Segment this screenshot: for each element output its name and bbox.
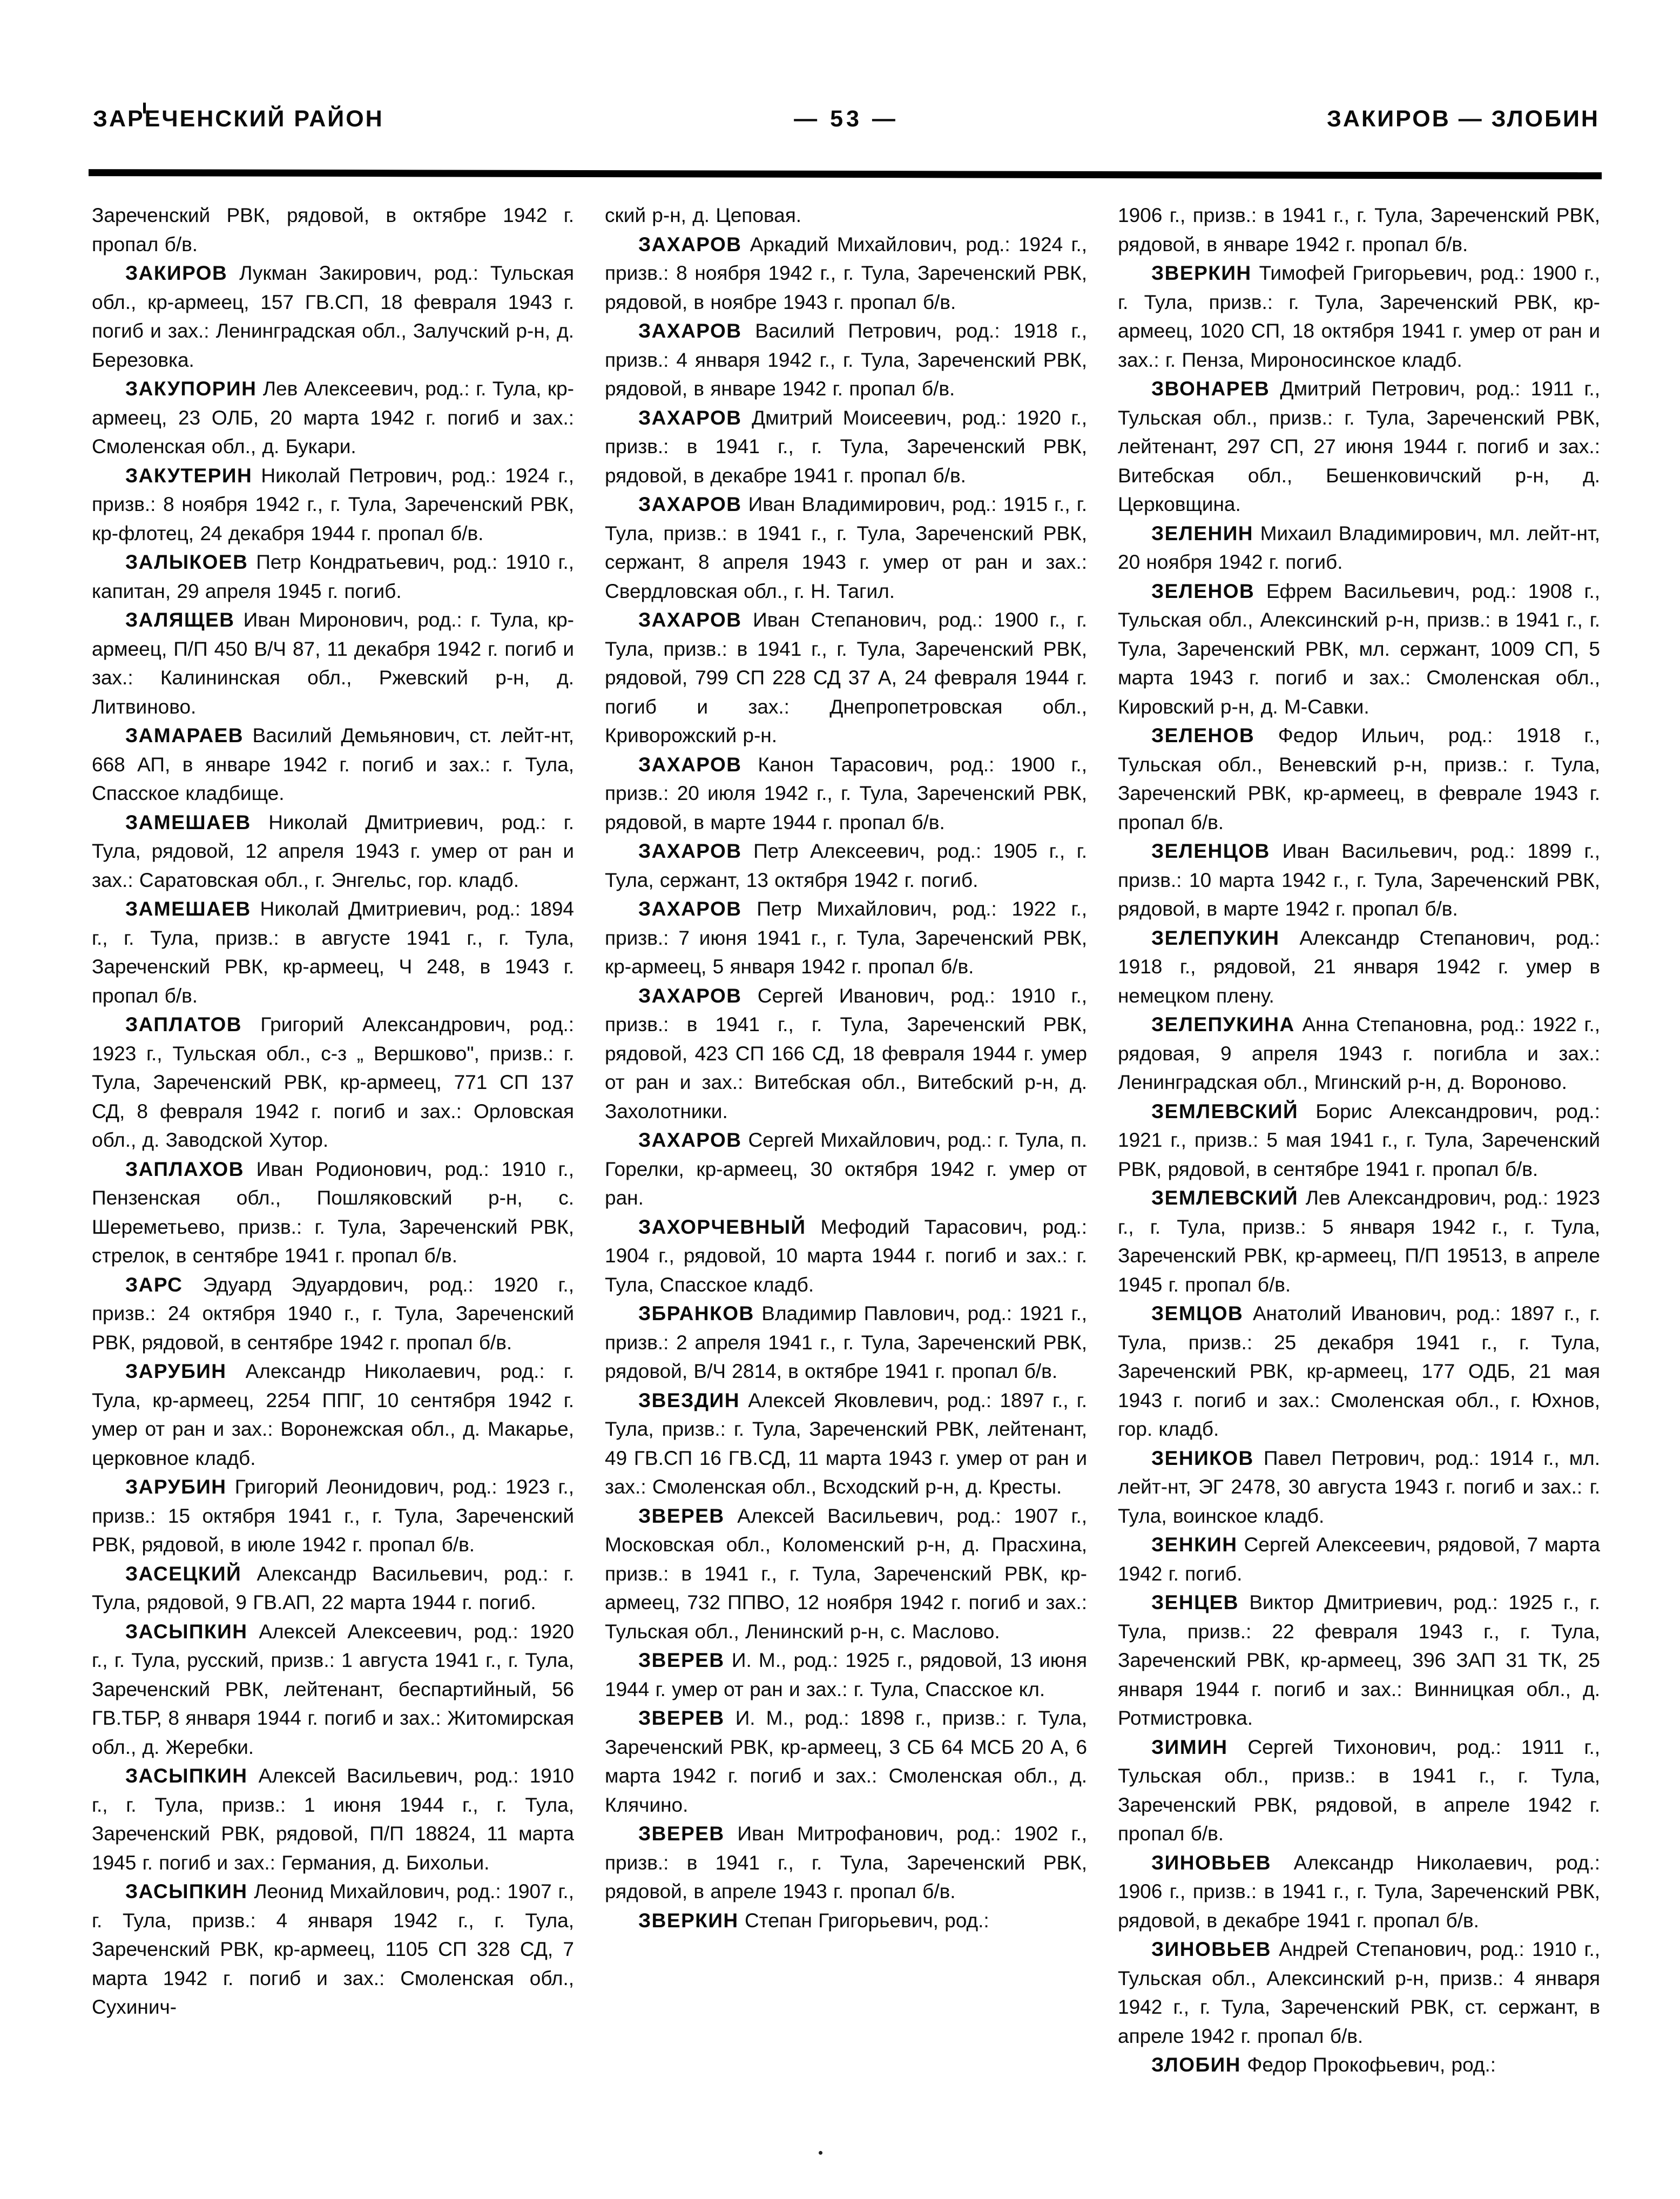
text-columns: [92, 201, 1600, 2080]
entry-text: Иван Родионович, род.: 1910 г., Пензенская обл., Пошляковский р-н, с. Шереметьево, призв.: г. Тула, Зареченский РВК, стрелок, в сентябре 1941 г. пропал б/в.: [92, 1158, 574, 1267]
entry-surname: ЗЛОБИН: [1151, 2054, 1241, 2076]
entry-text: Михаил Владимирович, мл. лейт-нт, 20 ноября 1942 г. погиб.: [1118, 522, 1601, 573]
entry-surname: ЗВОНАРЕВ: [1151, 378, 1270, 400]
entry-text: Сергей Алексеевич, рядовой, 7 марта 1942 г. погиб.: [1118, 1534, 1600, 1585]
entry-text: Иван Митрофанович, род.: 1902 г., призв.: в 1941 г., г. Тула, Зареченский РВК, рядовой, в апреле 1943 г. пропал б/в.: [605, 1823, 1087, 1902]
memorial-entry: [605, 1126, 1087, 1213]
entry-text: Александр Николаевич, род.: г. Тула, кр-армеец, 2254 ППГ, 10 сентября 1942 г. умер от ран и зах.: Воронежская обл., д. Макарье, церковное кладб.: [92, 1360, 574, 1469]
memorial-entry: [1118, 721, 1600, 837]
entry-surname: ЗЕНИКОВ: [1151, 1447, 1254, 1469]
memorial-entry: [92, 259, 574, 374]
entry-surname: ЗАМАРАЕВ: [125, 724, 244, 747]
memorial-entry: [1118, 837, 1600, 924]
entry-surname: ЗАХАРОВ: [638, 493, 742, 515]
entry-surname: ЗАХАРОВ: [638, 233, 742, 255]
memorial-entry: [92, 1155, 574, 1270]
entry-text: Лев Алексеевич, род.: г. Тула, кр-армеец, 23 ОЛБ, 20 марта 1942 г. погиб и зах.: Смоленская обл., д. Букари.: [92, 378, 574, 458]
entry-surname: ЗВЕРЕВ: [638, 1823, 725, 1845]
memorial-entry: [92, 374, 574, 461]
entry-text: Василий Петрович, род.: 1918 г., призв.: 4 января 1942 г., г. Тула, Зареченский РВК, рядовой, в январе 1942 г. пропал б/в.: [605, 320, 1088, 400]
entry-surname: ЗАСЕЦКИЙ: [125, 1562, 242, 1585]
entry-text: Канон Тарасович, род.: 1900 г., призв.: 20 июля 1942 г., г. Тула, Зареченский РВК, рядовой, в марте 1944 г. пропал б/в.: [605, 753, 1087, 833]
memorial-entry-continuation: [605, 201, 1087, 230]
entry-text: Степан Григорьевич, род.:: [744, 1909, 989, 1932]
entry-text: И. М., род.: 1925 г., рядовой, 13 июня 1944 г. умер от ран и зах.: г. Тула, Спасское кл.: [605, 1649, 1087, 1700]
memorial-entry: [605, 317, 1087, 404]
memorial-entry: [605, 1704, 1087, 1819]
entry-surname: ЗАРС: [125, 1273, 183, 1296]
memorial-entry: [92, 1270, 574, 1357]
entry-surname: ЗЕЛЕНИН: [1151, 522, 1254, 544]
memorial-entry-continuation: [92, 201, 574, 259]
entry-text: Алексей Алексеевич, род.: 1920 г., г. Тула, русский, призв.: 1 августа 1941 г., г. Тула, Зареченский РВК, лейтенант, беспартийный, 56 ГВ.ТБР, 8 января 1944 г. погиб и зах.: Житомирская обл., д. Жеребки.: [92, 1620, 574, 1758]
entry-text: 1906 г., призв.: в 1941 г., г. Тула, Зареченский РВК, рядовой, в январе 1942 г. пропал б/в.: [1118, 204, 1600, 255]
entry-text: Лев Александрович, род.: 1923 г., г. Тула, призв.: 5 января 1942 г., г. Тула, Зареченский РВК, кр-армеец, П/П 19513, в апреле 1945 г. пропал б/в.: [1118, 1187, 1600, 1296]
entry-text: Дмитрий Моисеевич, род.: 1920 г., призв.: в 1941 г., г. Тула, Зареченский РВК, рядовой, в декабре 1941 г. пропал б/в.: [605, 406, 1087, 487]
entry-surname: ЗЕЛЕПУКИНА: [1151, 1013, 1295, 1035]
entry-surname: ЗВЕРЕВ: [638, 1649, 725, 1671]
page-header: [93, 106, 1600, 132]
entry-surname: ЗЕНЦЕВ: [1151, 1591, 1239, 1613]
entry-text: Павел Петрович, род.: 1914 г., мл. лейт-нт, ЭГ 2478, 30 августа 1943 г. погиб и зах.: г. Тула, воинское кладб.: [1118, 1447, 1601, 1527]
entry-surname: ЗАКУПОРИН: [125, 378, 257, 400]
entry-text: Петр Кондратьевич, род.: 1910 г., капитан, 29 апреля 1945 г. погиб.: [92, 551, 575, 602]
entry-surname: ЗАКИРОВ: [125, 262, 228, 284]
entry-text: Сергей Иванович, род.: 1910 г., призв.: в 1941 г., г. Тула, Зареченский РВК, рядовой, 423 СП 166 СД, 18 февраля 1944 г. умер от ран и зах.: Витебская обл., Витебский р-н, д. Захолотники.: [605, 984, 1087, 1122]
entry-text: Иван Васильевич, род.: 1899 г., призв.: 10 марта 1942 г., г. Тула, Зареченский РВК, рядовой, в марте 1942 г. пропал б/в.: [1118, 840, 1601, 920]
entry-surname: ЗАСЫПКИН: [125, 1620, 248, 1643]
memorial-entry: [1118, 924, 1600, 1011]
entry-text: Александр Степанович, род.: 1918 г., рядовой, 21 января 1942 г. умер в немецком плену.: [1118, 926, 1600, 1007]
memorial-entry: [92, 1559, 574, 1617]
header-name-range-label: ЗАКИРОВ — ЗЛОБИН: [1326, 106, 1600, 132]
memorial-entry: [605, 1213, 1087, 1300]
entry-surname: ЗИНОВЬЕВ: [1151, 1851, 1271, 1874]
entry-text: Андрей Степанович, род.: 1910 г., Тульская обл., Алексинский р-н, призв.: 4 января 1942 г., г. Тула, Зареченский РВК, ст. сержант, в апреле 1942 г. пропал б/в.: [1118, 1938, 1601, 2047]
memorial-entry: [1118, 1530, 1600, 1588]
entry-surname: ЗАСЫПКИН: [125, 1880, 248, 1902]
entry-text: Петр Алексеевич, род.: 1905 г., г. Тула, сержант, 13 октября 1942 г. погиб.: [605, 840, 1087, 891]
header-rule: [89, 169, 1602, 179]
entry-text: Алексей Яковлевич, род.: 1897 г., г. Тула, призв.: г. Тула, Зареченский РВК, лейтенант, 49 ГВ.СП 16 ГВ.СД, 11 марта 1943 г. умер от ран и зах.: Смоленская обл., Всходский р-н, д. Кресты.: [605, 1389, 1088, 1498]
memorial-entry: [92, 1877, 574, 2022]
entry-surname: ЗЕЛЕНОВ: [1151, 724, 1255, 747]
entry-text: Иван Степанович, род.: 1900 г., г. Тула, призв.: в 1941 г., г. Тула, Зареченский РВК, рядовой, 799 СП 228 СД 37 А, 24 февраля 1944 г. погиб и зах.: Днепропетровская обл., Криворожский р-н.: [605, 609, 1087, 747]
memorial-entry: [92, 1010, 574, 1155]
entry-surname: ЗВЕРКИН: [638, 1909, 739, 1932]
memorial-entry: [1118, 1097, 1600, 1184]
memorial-entry: [1118, 1444, 1600, 1531]
entry-text: Василий Демьянович, ст. лейт-нт, 668 АП, в январе 1942 г. погиб и зах.: г. Тула, Спасское кладбище.: [92, 724, 574, 804]
memorial-entry: [605, 230, 1087, 317]
memorial-entry: [92, 721, 574, 808]
entry-text: Лукман Закирович, род.: Тульская обл., кр-армеец, 157 ГВ.СП, 18 февраля 1943 г. погиб и зах.: Ленинградская обл., Залучский р-н, д. Березовка.: [92, 262, 575, 371]
memorial-entry: [92, 1761, 574, 1877]
memorial-entry: [605, 750, 1087, 837]
memorial-entry: [1118, 577, 1600, 722]
entry-surname: ЗАХАРОВ: [638, 320, 742, 342]
entry-surname: ЗВЕРКИН: [1151, 262, 1252, 284]
entry-text: Виктор Дмитриевич, род.: 1925 г., г. Тула, призв.: 22 февраля 1943 г., г. Тула, Зареченский РВК, кр-армеец, 396 ЗАП 31 ТК, 25 января 1944 г. погиб и зах.: Винницкая обл., д. Ротмистровка.: [1118, 1591, 1600, 1729]
memorial-entry: [1118, 2050, 1600, 2080]
entry-text: Алексей Васильевич, род.: 1907 г., Московская обл., Коломенский р-н, д. Прасхина, призв.: в 1941 г., г. Тула, Зареченский РВК, кр-армеец, 732 ППВО, 12 ноября 1942 г. погиб и зах.: Тульская обл., Ленинский р-н, с. Маслово.: [605, 1504, 1088, 1643]
entry-surname: ЗАХАРОВ: [638, 609, 742, 631]
entry-surname: ЗВЕЗДИН: [638, 1389, 740, 1411]
entry-text: Тимофей Григорьевич, род.: 1900 г., г. Тула, призв.: г. Тула, Зареченский РВК, кр-армеец, 1020 СП, 18 октября 1941 г. умер от ран и зах.: г. Пенза, Мироносинское кладб.: [1118, 262, 1600, 371]
memorial-entry: [605, 895, 1087, 981]
entry-surname: ЗАСЫПКИН: [125, 1765, 248, 1787]
entry-surname: ЗАМЕШАЕВ: [125, 811, 251, 833]
entry-surname: ЗАХАРОВ: [638, 753, 742, 776]
memorial-entry: [605, 1502, 1087, 1646]
entry-surname: ЗВЕРЕВ: [638, 1707, 725, 1729]
entry-surname: ЗВЕРЕВ: [638, 1504, 725, 1527]
memorial-entry: [1118, 259, 1600, 374]
entry-surname: ЗЕМЛЕВСКИЙ: [1151, 1187, 1299, 1209]
entry-surname: ЗАХАРОВ: [638, 898, 742, 920]
entry-surname: ЗЕНКИН: [1151, 1534, 1238, 1556]
entry-text: Иван Владимирович, род.: 1915 г., г. Тула, призв.: в 1941 г., г. Тула, Зареченский РВК, сержант, 8 апреля 1943 г. умер от ран и зах.: Свердловская обл., г. Н. Тагил.: [605, 493, 1087, 602]
memorial-entry: [92, 606, 574, 721]
entry-text: Федор Ильич, род.: 1918 г., Тульская обл., Веневский р-н, призв.: г. Тула, Зареченский РВК, кр-армеец, в феврале 1943 г. пропал б/в.: [1118, 724, 1600, 833]
column-1: [92, 201, 574, 2080]
memorial-entry: [1118, 519, 1600, 577]
entry-text: Алексей Васильевич, род.: 1910 г., г. Тула, призв.: 1 июня 1944 г., г. Тула, Зареченский РВК, рядовой, П/П 18824, 11 марта 1945 г. погиб и зах.: Германия, д. Бихольи.: [92, 1765, 575, 1874]
memorial-entry: [92, 808, 574, 895]
memorial-entry: [1118, 1183, 1600, 1299]
memorial-entry: [92, 1617, 574, 1762]
entry-text: Николай Петрович, род.: 1924 г., призв.: 8 ноября 1942 г., г. Тула, Зареченский РВК, кр-флотец, 24 декабря 1944 г. пропал б/в.: [92, 464, 574, 544]
entry-text: Николай Дмитриевич, род.: 1894 г., г. Тула, призв.: в августе 1941 г., г. Тула, Зареченский РВК, кр-армеец, Ч 248, в 1943 г. пропал б/в.: [92, 898, 575, 1007]
entry-surname: ЗАЛЯЩЕВ: [125, 609, 235, 631]
column-3: [1118, 201, 1600, 2080]
entry-text: Аркадий Михайлович, род.: 1924 г., призв.: 8 ноября 1942 г., г. Тула, Зареченский РВК, рядовой, в ноябре 1943 г. пропал б/в.: [605, 233, 1087, 313]
header-district-label: ЗАРЕЧЕНСКИЙ РАЙОН: [93, 106, 384, 132]
memorial-entry: [605, 606, 1087, 750]
memorial-entry: [605, 837, 1087, 895]
entry-surname: ЗАМЕШАЕВ: [125, 898, 251, 920]
entry-text: Анна Степановна, род.: 1922 г., рядовая, 9 апреля 1943 г. погибла и зах.: Ленинградская обл., Мгинский р-н, д. Вороново.: [1118, 1013, 1601, 1093]
entry-text: Владимир Павлович, род.: 1921 г., призв.: 2 апреля 1941 г., г. Тула, Зареченский РВК, рядовой, В/Ч 2814, в октябре 1941 г. пропал б/в.: [605, 1302, 1088, 1382]
memorial-entry: [1118, 1299, 1600, 1444]
entry-surname: ЗБРАНКОВ: [638, 1302, 754, 1324]
memorial-entry: [605, 1906, 1087, 1935]
memorial-entry: [605, 1299, 1087, 1386]
entry-text: Зареченский РВК, рядовой, в октябре 1942 г. пропал б/в.: [92, 204, 574, 255]
memorial-entry: [1118, 1935, 1600, 2050]
entry-text: Федор Прокофьевич, род.:: [1247, 2054, 1496, 2076]
entry-text: Борис Александрович, род.: 1921 г., призв.: 5 мая 1941 г., г. Тула, Зареченский РВК, рядовой, в сентябре 1941 г. пропал б/в.: [1118, 1100, 1600, 1180]
entry-surname: ЗАЛЫКОЕВ: [125, 551, 248, 573]
entry-text: Ефрем Васильевич, род.: 1908 г., Тульская обл., Алексинский р-н, призв.: в 1941 г., г. Тула, Зареченский РВК, мл. сержант, 1009 СП, 5 марта 1943 г. погиб и зах.: Смоленская обл., Кировский р-н, д. М-Савки.: [1118, 580, 1601, 718]
entry-surname: ЗАРУБИН: [125, 1360, 227, 1382]
entry-surname: ЗАХАРОВ: [638, 1129, 742, 1151]
entry-text: Анатолий Иванович, род.: 1897 г., г. Тула, призв.: 25 декабря 1941 г., г. Тула, Зареченский РВК, кр-армеец, 177 ОДБ, 21 мая 1943 г. погиб и зах.: Смоленская обл., г. Юхнов, гор. кладб.: [1118, 1302, 1601, 1440]
entry-text: И. М., род.: 1898 г., призв.: г. Тула, Зареченский РВК, кр-армеец, 3 СБ 64 МСБ 20 А, 6 марта 1942 г. погиб и зах.: Смоленская обл., д. Клячино.: [605, 1707, 1087, 1816]
memorial-entry-continuation: [1118, 201, 1600, 259]
page-number: — 53 —: [794, 106, 899, 132]
entry-surname: ЗАКУТЕРИН: [125, 464, 253, 487]
entry-text: Александр Васильевич, род.: г. Тула, рядовой, 9 ГВ.АП, 22 марта 1944 г. погиб.: [92, 1562, 574, 1613]
memorial-entry: [1118, 1733, 1600, 1848]
memorial-entry: [92, 895, 574, 1010]
memorial-entry: [605, 490, 1087, 606]
entry-surname: ЗЕЛЕНЦОВ: [1151, 840, 1270, 862]
entry-surname: ЗЕЛЕПУКИН: [1151, 926, 1280, 949]
entry-text: Иван Миронович, род.: г. Тула, кр-армеец, П/П 450 В/Ч 87, 11 декабря 1942 г. погиб и зах.: Калининская обл., Ржевский р-н, д. Литвиново.: [92, 609, 575, 718]
scan-artifact-dot: [819, 2151, 822, 2155]
entry-surname: ЗЕЛЕНОВ: [1151, 580, 1255, 602]
entry-text: Сергей Тихонович, род.: 1911 г., Тульская обл., призв.: в 1941 г., г. Тула, Зареченский РВК, рядовой, в апреле 1942 г. пропал б/в.: [1118, 1736, 1600, 1845]
memorial-entry: [92, 1357, 574, 1472]
memorial-entry: [1118, 374, 1600, 519]
entry-text: Александр Николаевич, род.: 1906 г., призв.: в 1941 г., г. Тула, Зареченский РВК, рядовой, в декабре 1941 г. пропал б/в.: [1118, 1851, 1601, 1932]
memorial-entry: [1118, 1848, 1600, 1935]
entry-surname: ЗАХОРЧЕВНЫЙ: [638, 1215, 806, 1238]
memorial-entry: [1118, 1010, 1600, 1097]
memorial-entry: [605, 1819, 1087, 1906]
entry-text: Николай Дмитриевич, род.: г. Тула, рядовой, 12 апреля 1943 г. умер от ран и зах.: Саратовская обл., г. Энгельс, гор. кладб.: [92, 811, 575, 891]
memorial-entry: [1118, 1588, 1600, 1733]
entry-text: Сергей Михайлович, род.: г. Тула, п. Горелки, кр-армеец, 30 октября 1942 г. умер от ран.: [605, 1129, 1087, 1209]
memorial-entry: [92, 461, 574, 548]
entry-surname: ЗАПЛАХОВ: [125, 1158, 244, 1180]
memorial-entry: [605, 981, 1087, 1126]
entry-surname: ЗАХАРОВ: [638, 406, 742, 429]
memorial-entry: [605, 404, 1087, 490]
memorial-entry: [605, 1646, 1087, 1704]
entry-text: Григорий Леонидович, род.: 1923 г., призв.: 15 октября 1941 г., г. Тула, Зареченский РВК, рядовой, в июле 1942 г. пропал б/в.: [92, 1476, 574, 1556]
memorial-entry: [605, 1386, 1087, 1502]
entry-text: Леонид Михайлович, род.: 1907 г., г. Тула, призв.: 4 января 1942 г., г. Тула, Зареченский РВК, кр-армеец, 1105 СП 328 СД, 7 марта 1942 г. погиб и зах.: Смоленская обл., Сухинич-: [92, 1880, 574, 2018]
entry-text: ский р-н, д. Цеповая.: [605, 204, 802, 226]
entry-text: Петр Михайлович, род.: 1922 г., призв.: 7 июня 1941 г., г. Тула, Зареченский РВК, кр-армеец, 5 января 1942 г. пропал б/в.: [605, 898, 1087, 978]
entry-surname: ЗЕМЦОВ: [1151, 1302, 1244, 1324]
entry-text: Эдуард Эдуардович, род.: 1920 г., призв.: 24 октября 1940 г., г. Тула, Зареченский РВК, рядовой, в сентябре 1942 г. пропал б/в.: [92, 1273, 574, 1354]
entry-surname: ЗАХАРОВ: [638, 984, 742, 1007]
memorial-entry: [92, 548, 574, 606]
entry-surname: ЗАПЛАТОВ: [125, 1013, 242, 1035]
entry-surname: ЗЕМЛЕВСКИЙ: [1151, 1100, 1299, 1122]
column-2: [605, 201, 1087, 2080]
entry-text: Мефодий Тарасович, род.: 1904 г., рядовой, 10 марта 1944 г. погиб и зах.: г. Тула, Спасское кладб.: [605, 1215, 1087, 1296]
memorial-entry: [92, 1472, 574, 1559]
entry-text: Григорий Александрович, род.: 1923 г., Тульская обл., с-з „ Вершково", призв.: г. Тула, Зареченский РВК, кр-армеец, 771 СП 137 СД, 8 февраля 1942 г. погиб и зах.: Орловская обл., д. Заводской Хутор.: [92, 1013, 574, 1151]
entry-surname: ЗИМИН: [1151, 1736, 1228, 1758]
entry-text: Дмитрий Петрович, род.: 1911 г., Тульская обл., призв.: г. Тула, Зареченский РВК, лейтенант, 297 СП, 27 июня 1944 г. погиб и зах.: Витебская обл., Бешенковичский р-н, д. Церковщина.: [1118, 378, 1600, 515]
entry-surname: ЗАРУБИН: [125, 1476, 227, 1498]
entry-surname: ЗИНОВЬЕВ: [1151, 1938, 1271, 1960]
entry-surname: ЗАХАРОВ: [638, 840, 742, 862]
